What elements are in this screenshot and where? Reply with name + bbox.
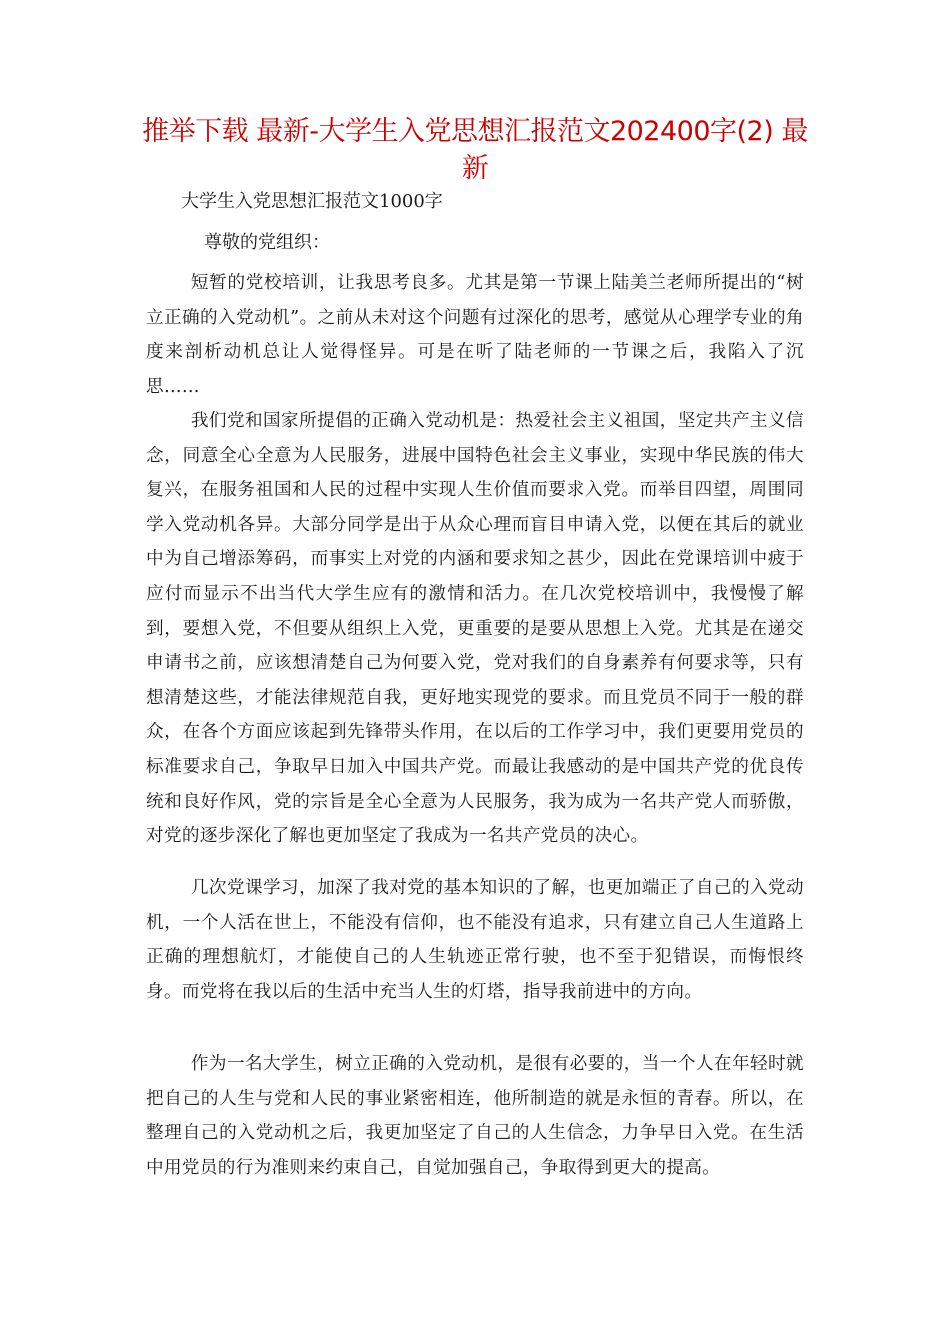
body-paragraph: 我们党和国家所提倡的正确入党动机是：热爱社会主义祖国，坚定共产主义信念，同意全心全意为人民服务，进展中国特色社会主义事业，实现中华民族的伟大复兴，在服务祖国和人民的过程中实现人生价值而要求入党。而举目四望，周围同学入党动机各异。大部分同学是出于从众心理而盲目申请入党，以便在其后的就业中为自己增添筹码，而事实上对党的内涵和要求知之甚少，因此在党课培训中疲于应付而显示不出当代大学生应有的激情和活力。在几次党校培训中，我慢慢了解到，要想入党，不但要从组织上入党，更重要的是要从思想上入党。尤其是在递交申请书之前，应该想清楚自己为何要入党，党对我们的自身素养有何要求等，只有想清楚这些，才能法律规范自我，更好地实现党的要求。而且党员不同于一般的群众，在各个方面应该起到先锋带头作用，在以后的工作学习中，我们更要用党员的标准要求自己，争取早日加入中国共产党。而最让我感动的是中国共产党的优良传统和良好作风，党的宗旨是全心全意为人民服务，我为成为一名共产党人而骄傲，对党的逐步深化了解也更加坚定了我成为一名共产党员的决心。 <box>146 411 804 847</box>
body-paragraph: 几次党课学习，加深了我对党的基本知识的了解，也更加端正了自己的入党动机，一个人活在世上，不能没有信仰，也不能没有追求，只有建立自己人生道路上正确的理想航灯，才能使自己的人生轨迹正常行驶，也不至于犯错误，而悔恨终身。而党将在我以后的生活中充当人生的灯塔，指导我前进中的方向。 <box>146 878 804 1002</box>
salutation: 尊敬的党组织： <box>204 232 330 253</box>
document-subtitle: 大学生入党思想汇报范文1000字 <box>181 191 443 212</box>
body-paragraph: 作为一名大学生，树立正确的入党动机，是很有必要的，当一个人在年轻时就把自己的人生与党和人民的事业紧密相连，他所制造的就是永恒的青春。所以，在整理自己的入党动机之后，我更加坚定了自己的人生信念，力争早日入党。在生活中用党员的行为准则来约束自己，自觉加强自己，争取得到更大的提高。 <box>146 1054 804 1178</box>
body-paragraph: 短暂的党校培训，让我思考良多。尤其是第一节课上陆美兰老师所提出的“树立正确的入党动机”。之前从未对这个问题有过深化的思考，感觉从心理学专业的角度来剖析动机总让人觉得怪异。可是在听了陆老师的一节课之后，我陷入了沉思…… <box>146 273 804 397</box>
document-title: 推举下载 最新-大学生入党思想汇报范文202400字(2) 最新 <box>142 116 808 184</box>
